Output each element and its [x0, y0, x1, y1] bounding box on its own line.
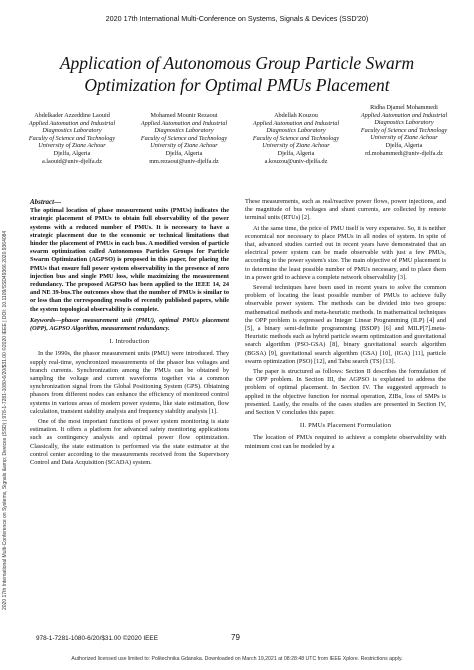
- author-lab: Applied Automation and Industrial Diagnostics Laboratory: [252, 119, 340, 135]
- paragraph: The paper is structured as follows: Section II describes the formulation of the OPP problem. In Section III, the AGPSO is explained to address the problem of optimal placement. In Section IV. The suggested approach is applied in the objective function for normal operation, ZIBs, loss of SMPs is presented. Lastly, the results of the cases studies are presented in Section IV, and Section V concludes this paper.: [245, 368, 446, 417]
- right-column: [245, 198, 446, 453]
- author-city: Djelfa, Algeria: [385, 141, 423, 149]
- author-email: mm.rezaoui@univ-djelfa.dz: [149, 157, 219, 165]
- author-lab: Applied Automation and Industrial Diagnostics Laboratory: [28, 119, 116, 135]
- author-faculty: Faculty of Science and Technology University of Ziane Achour: [360, 126, 448, 142]
- keywords: [30, 317, 229, 333]
- side-note: [2, 190, 12, 610]
- author-name: Abdellah Kouzou: [274, 112, 318, 119]
- license-notice: Authorized licensed use limited to: Politechnika Gdanska. Downloaded on March 19,2021 at 08:28:48 UTC from IEEE Xplore. Restrictions apply.: [71, 656, 403, 662]
- author-city: Djelfa, Algeria: [277, 149, 315, 157]
- paragraph: At the same time, the price of PMU itself is very expensive. So, it is neither economical nor necessary to place PMUs in all nodes of system. In spite of that, advanced studies carried out in recent years have demonstrated that an electrical power system can be made observable with just a few PMUs, according to the power system's size. The main objective of PMU placement is to determine the least possible number of PMUs necessary, and to place them in a power grid to achieve a complete network observability [3].: [245, 224, 446, 281]
- author-city: Djelfa, Algeria: [165, 149, 203, 157]
- author-block-3: [244, 112, 348, 165]
- left-column: [30, 198, 229, 469]
- abstract-heading: Abstract—: [30, 198, 62, 206]
- author-city: Djelfa, Algeria: [53, 149, 91, 157]
- side-note-text: 2020 17th International Multi-Conference on Systems, Signals &amp; Devices (SSD) | 978-1-7281-1080-6/20/$31.00 ©2020 IEEE | DOI: 10.1109/SSD49366.2020.9364084: [2, 230, 8, 610]
- author-email: a.laouid@univ-djelfa.dz: [42, 157, 102, 165]
- keywords-text: phasor measurement unit (PMU), optimal PMUs placement (OPP), AGPSO Algorithm, measurement redundancy.: [30, 316, 229, 333]
- abstract: [30, 198, 229, 314]
- author-faculty: Faculty of Science and Technology University of Ziane Achour: [28, 134, 116, 150]
- author-name: Mohamed Mounir Rezaoui: [150, 112, 218, 119]
- paragraph: One of the most important functions of power system monitoring is state estimation. It offers a platform for advanced safety monitoring applications such as contingency analysis and optimal power flow optimization. Classically, the state estimation is performed via the state estimator at the control center according to the measurements received from the Supervisory Control and Data Acquisition (SCADA) system.: [30, 418, 229, 467]
- copyright-footer: 978-1-7281-1080-6/20/$31.00 ©2020 IEEE: [36, 635, 158, 642]
- section-heading-formulation: II. PMUs Placement Formulation: [299, 422, 392, 430]
- author-name: Abdelkader Azzeddine Laouid: [34, 112, 110, 119]
- author-block-1: [20, 112, 124, 165]
- author-email: rd.mohammedi@univ-djelfa.dz: [365, 149, 443, 157]
- paper-title: Application of Autonomous Group Particle Swarm Optimization for Optimal PMUs Placement: [59, 53, 415, 95]
- abstract-body: The optimal location of phase measurement units (PMUs) indicates the strategic placement of PMUs to obtain full observability of the power systems with a reduced number of PMUs. It is necessary to have a strategic placement due to the economic or technical limitations that hinder the placement of PMUs in each bus. A modified version of particle swarm optimization called Autonomous Particles Groups for Particle Swarm Optimization (AGPSO) is proposed in this paper, for placing the PMUs that ensure full power system observability in the presence of zero injection bus and single PMU loss, while maximizing the measurement redundancy. The proposed AGPSO has been applied to the IEEE 14, 24 and NE 39-bus.The outcomes show that the number of PMUs is similar to or less than the corresponding results of recently published papers, while the system topological observability is complete.: [30, 207, 229, 313]
- author-name: Ridha Djamel Mohammedi: [370, 104, 438, 111]
- conference-header: 2020 17th International Multi-Conference on Systems, Signals & Devices (SSD'20): [105, 14, 369, 23]
- page-number: 79: [231, 633, 240, 642]
- paragraph: These measurements, such as real/reactive power flows, power injections, and the magnitude of bus voltages and shunt currents, are collected by remote terminal units (RTUs) [2].: [245, 198, 446, 222]
- author-lab: Applied Automation and Industrial Diagnostics Laboratory: [140, 119, 228, 135]
- author-block-2: [132, 112, 236, 165]
- author-block-4: [352, 104, 456, 157]
- paragraph: In the 1990s, the phasor measurement units (PMU) were introduced. They supply real-time, synchronized measurements of the phasor bus voltages and branch currents. Synchronization among the PMUs can be obtained by sampling the voltage and current waveforms together via a common synchronization signal from the Global Positioning System (GPS). Obtaining phasors from different nodes can enhance the efficiency of monitored control systems in various areas of modern power systems, like state estimation, flow calculation, transient stability analysis and frequency stability analysis [1].: [30, 350, 229, 415]
- author-faculty: Faculty of Science and Technology University of Ziane Achour: [252, 134, 340, 150]
- section-heading-introduction: I. Introduction: [109, 338, 150, 346]
- paragraph: The location of PMUs required to achieve a complete observability with minimum cost can be modeled by a: [245, 434, 446, 450]
- author-lab: Applied Automation and Industrial Diagnostics Laboratory: [360, 111, 448, 127]
- author-faculty: Faculty of Science and Technology University of Ziane Achour: [140, 134, 228, 150]
- paragraph: Several techniques have been used in recent years to solve the common problem of locating the least possible number of PMUs to achieve fully observable power system. The methods can be divided into two groups: mathematical methods and meta-heuristic methods. In mathematical techniques the OPP problem is expressed as Integer Linear Programming (ILP) [4] and [5], a binary semi-definite programming (BSDP) [6] and MILP[7].meta-Heuristic methods such as hybrid particle swarm optimization and gravitational search algorithm (PSO-GSA) [8], binary gravitational search algorithm (BGSA) [9], gravitational search algorithm (GSA) [10], (IGA) [11], particle swarm optimization (PSO) [12], and Tabu search (TS) [13].: [245, 284, 446, 365]
- author-email: a.kouzou@univ-djelfa.dz: [264, 157, 328, 165]
- keywords-label: Keywords—: [30, 316, 62, 324]
